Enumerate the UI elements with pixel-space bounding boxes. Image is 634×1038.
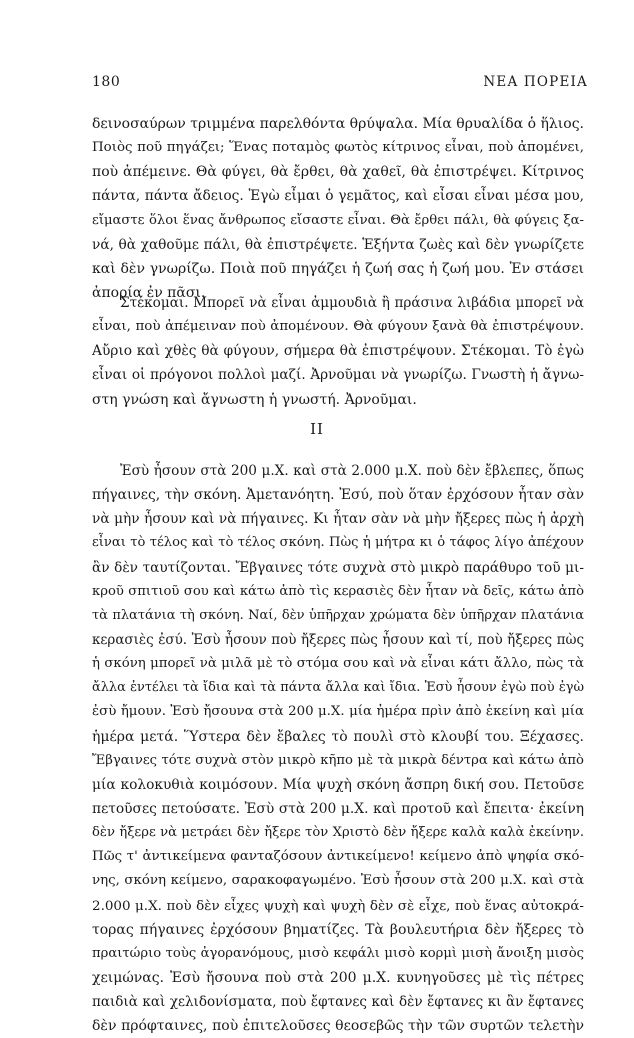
text-line: ἀπορία ἐν πᾶσι. <box>92 284 206 301</box>
text-line: δεινοσαύρων τριμμένα παρελθόντα θρύψαλα. Μία θρυαλίδα ὁ ἥλιος. <box>92 116 584 132</box>
text-line: νης, σκόνη κείμενο, σαρακοφαγωμένο. Ἐσὺ ἦσουν στὰ 200 μ.Χ. καὶ στὰ <box>92 873 584 889</box>
text-line: ἡμέρα μετά. Ὕστερα δὲν ἔβαλες τὸ πουλὶ στὸ κλουβί του. Ξέχασες. <box>92 728 584 745</box>
text-line: ἡ σκόνη μπορεῖ νὰ μιλᾶ μὲ τὸ στόμα σου καὶ νὰ εἶναι κάτι ἄλλο, πὼς τὰ <box>92 656 584 672</box>
text-line: νὰ μὴν ἦσουν καὶ νὰ πήγαινες. Κι ἦταν σὰν νὰ μὴν ἤξερες πὼς ἡ ἀρχὴ <box>92 511 584 528</box>
text-line: Ἐσὺ ἦσουν στὰ 200 μ.Χ. καὶ στὰ 2.000 μ.Χ. ποὺ δὲν ἔβλεπες, ὅπως <box>120 463 584 479</box>
text-line: εἶναι τὸ τέλος καὶ τὸ τέλος σκόνη. Πὼς ἡ μήτρα κι ὁ τάφος λίγο ἀπέχουν <box>92 535 584 551</box>
text-line: τορας πήγαινες ἐρχόσουν βηματίζες. Τὰ βουλευτήρια δὲν ἤξερες τὸ <box>92 921 584 938</box>
text-line: Πῶς τ' ἀντικείμενα φανταζόσουν ἀντικείμενο! κείμενο ἀπὸ ψηφία σκό- <box>92 849 584 865</box>
text-line: ἐσὺ ἤμουν. Ἐσὺ ἤσουνα στὰ 200 μ.Χ. μία ἡμέρα πρὶν ἀπὸ ἐκείνη καὶ μία <box>92 704 584 720</box>
text-line: νά, θὰ χαθοῦμε πάλι, θὰ ἐπιστρέψετε. Ἑξήντα ζωὲς καὶ δὲν γνωρίζετε <box>92 236 584 253</box>
text-line: ποὺ ἀπέμεινε. Θὰ φύγει, θὰ ἔρθει, θὰ χαθεῖ, θὰ ἐπιστρέψει. Κίτρινος <box>92 164 584 181</box>
text-line: Ποιὸς ποῦ πηγάζει; Ἕνας ποταμὸς φωτὸς κίτρινος εἶναι, ποὺ ἀπομένει, <box>92 140 584 156</box>
text-line: Ἔβγαινες τότε συχνὰ στὸν μικρὸ κῆπο μὲ τὰ μικρὰ δέντρα καὶ κάτω ἀπὸ <box>92 752 584 768</box>
running-title: ΝΕΑ ΠΟΡΕΙΑ <box>483 74 588 90</box>
text-line: καὶ δὲν γνωρίζω. Ποιὰ ποῦ πηγάζει ἡ ζωή σας ἡ ζωή μου. Ἐν στάσει <box>92 260 584 277</box>
text-line: ἄλλα ἐντέλει τὰ ἴδια καὶ τὰ πάντα ἄλλα καὶ ἴδια. Ἐσὺ ἦσουν ἐγὼ ποὺ ἐγὼ <box>92 680 584 696</box>
text-line: πετοῦσες πετούσατε. Ἐσὺ στὰ 200 μ.Χ. καὶ προτοῦ καὶ ἔπειτα· ἐκείνη <box>92 800 584 817</box>
text-line: πήγαινες, τὴν σκόνη. Ἀμετανόητη. Ἐσύ, ποὺ ὅταν ἐρχόσουν ἦταν σὰν <box>92 487 584 504</box>
text-line: κερασιὲς ἐσύ. Ἐσὺ ἦσουν ποὺ ἤξερες πὼς ἦσουν καὶ τί, ποὺ ἤξερες πὼς <box>92 631 584 648</box>
text-line: πραιτώριο τοὺς ἀγορανόμους, μισὸ κεφάλι μισὸ κορμὶ μισὴ ἄνοιξη μισὸς <box>92 945 584 961</box>
text-line: μία κολοκυθιὰ κοιμόσουν. Μία ψυχὴ σκόνη ἄσπρη δική σου. Πετοῦσε <box>92 776 584 793</box>
text-line: εἴμαστε ὅλοι ἕνας ἄνθρωπος εἴσαστε εἶναι. Θὰ ἔρθει πάλι, θὰ φύγεις ξα- <box>92 212 584 228</box>
text-line: παιδιὰ καὶ χελιδονίσματα, ποὺ ἔφτανες καὶ δὲν ἔφτανες κι ἂν ἔφτανες <box>92 994 584 1011</box>
section-number: II <box>310 420 324 438</box>
text-line: κροῦ σπιτιοῦ σου καὶ κάτω ἀπὸ τὶς κερασιὲς δὲν ἦταν νὰ δεῖς, κάτω ἀπὸ <box>92 583 584 599</box>
text-line: εἶναι οἱ πρόγονοι πολλοὶ μαζί. Ἀρνοῦμαι νὰ γνωρίζω. Γνωστὴ ἡ ἄγνω- <box>92 367 584 384</box>
page-number: 180 <box>92 74 121 90</box>
paragraph-3 <box>92 459 584 1038</box>
text-line: Αὔριο καὶ χθὲς θὰ φύγουν, σήμερα θὰ ἐπιστρέψουν. Στέκομαι. Τὸ ἐγὼ <box>92 343 584 360</box>
text-line: 2.000 μ.Χ. ποὺ δὲν εἶχες ψυχὴ καὶ ψυχὴ δὲν σὲ εἶχε, ποὺ ἕνας αὐτοκρά- <box>92 897 584 914</box>
paragraph-1 <box>92 112 584 305</box>
text-line: ἂν δὲν ταυτίζονται. Ἔβγαινες τότε συχνὰ στὸ μικρὸ παράθυρο τοῦ μι- <box>92 559 584 576</box>
text-line: πάντα, πάντα ἄδειος. Ἐγὼ εἶμαι ὁ γεμᾶτος, καὶ εἶσαι εἶναι μέσα μου, <box>92 188 584 205</box>
text-line: δὲν πρόφταινες, ποὺ ἐπιτελοῦσες θεοσεβῶς τὴν τῶν συρτῶν τελετὴν <box>92 1018 584 1035</box>
running-head <box>92 74 588 94</box>
text-line: Στέκομαι. Μπορεῖ νὰ εἶναι ἀμμουδιὰ ἢ πράσινα λιβάδια μπορεῖ νὰ <box>120 295 584 311</box>
paragraph-2 <box>92 291 584 412</box>
text-line: εἶναι, ποὺ ἀπέμειναν ποὺ ἀπομένουν. Θὰ φύγουν ξανὰ θὰ ἐπιστρέψουν. <box>92 319 584 335</box>
text-line: χειμώνας. Ἐσὺ ἤσουνα ποὺ στὰ 200 μ.Χ. κυνηγοῦσες μὲ τὶς πέτρες <box>92 969 584 986</box>
text-line: δὲν ἤξερε νὰ μετράει δὲν ἤξερε τὸν Χριστὸ δὲν ἤξερε καλὰ καλὰ ἐκείνην. <box>92 825 584 841</box>
text-line: στη γνώση καὶ ἄγνωστη ἡ γνωστή. Ἀρνοῦμαι. <box>92 391 417 408</box>
text-line: τὰ πλατάνια τὴ σκόνη. Ναί, δὲν ὑπῆρχαν χρώματα δὲν ὑπῆρχαν πλατάνια <box>92 607 584 623</box>
